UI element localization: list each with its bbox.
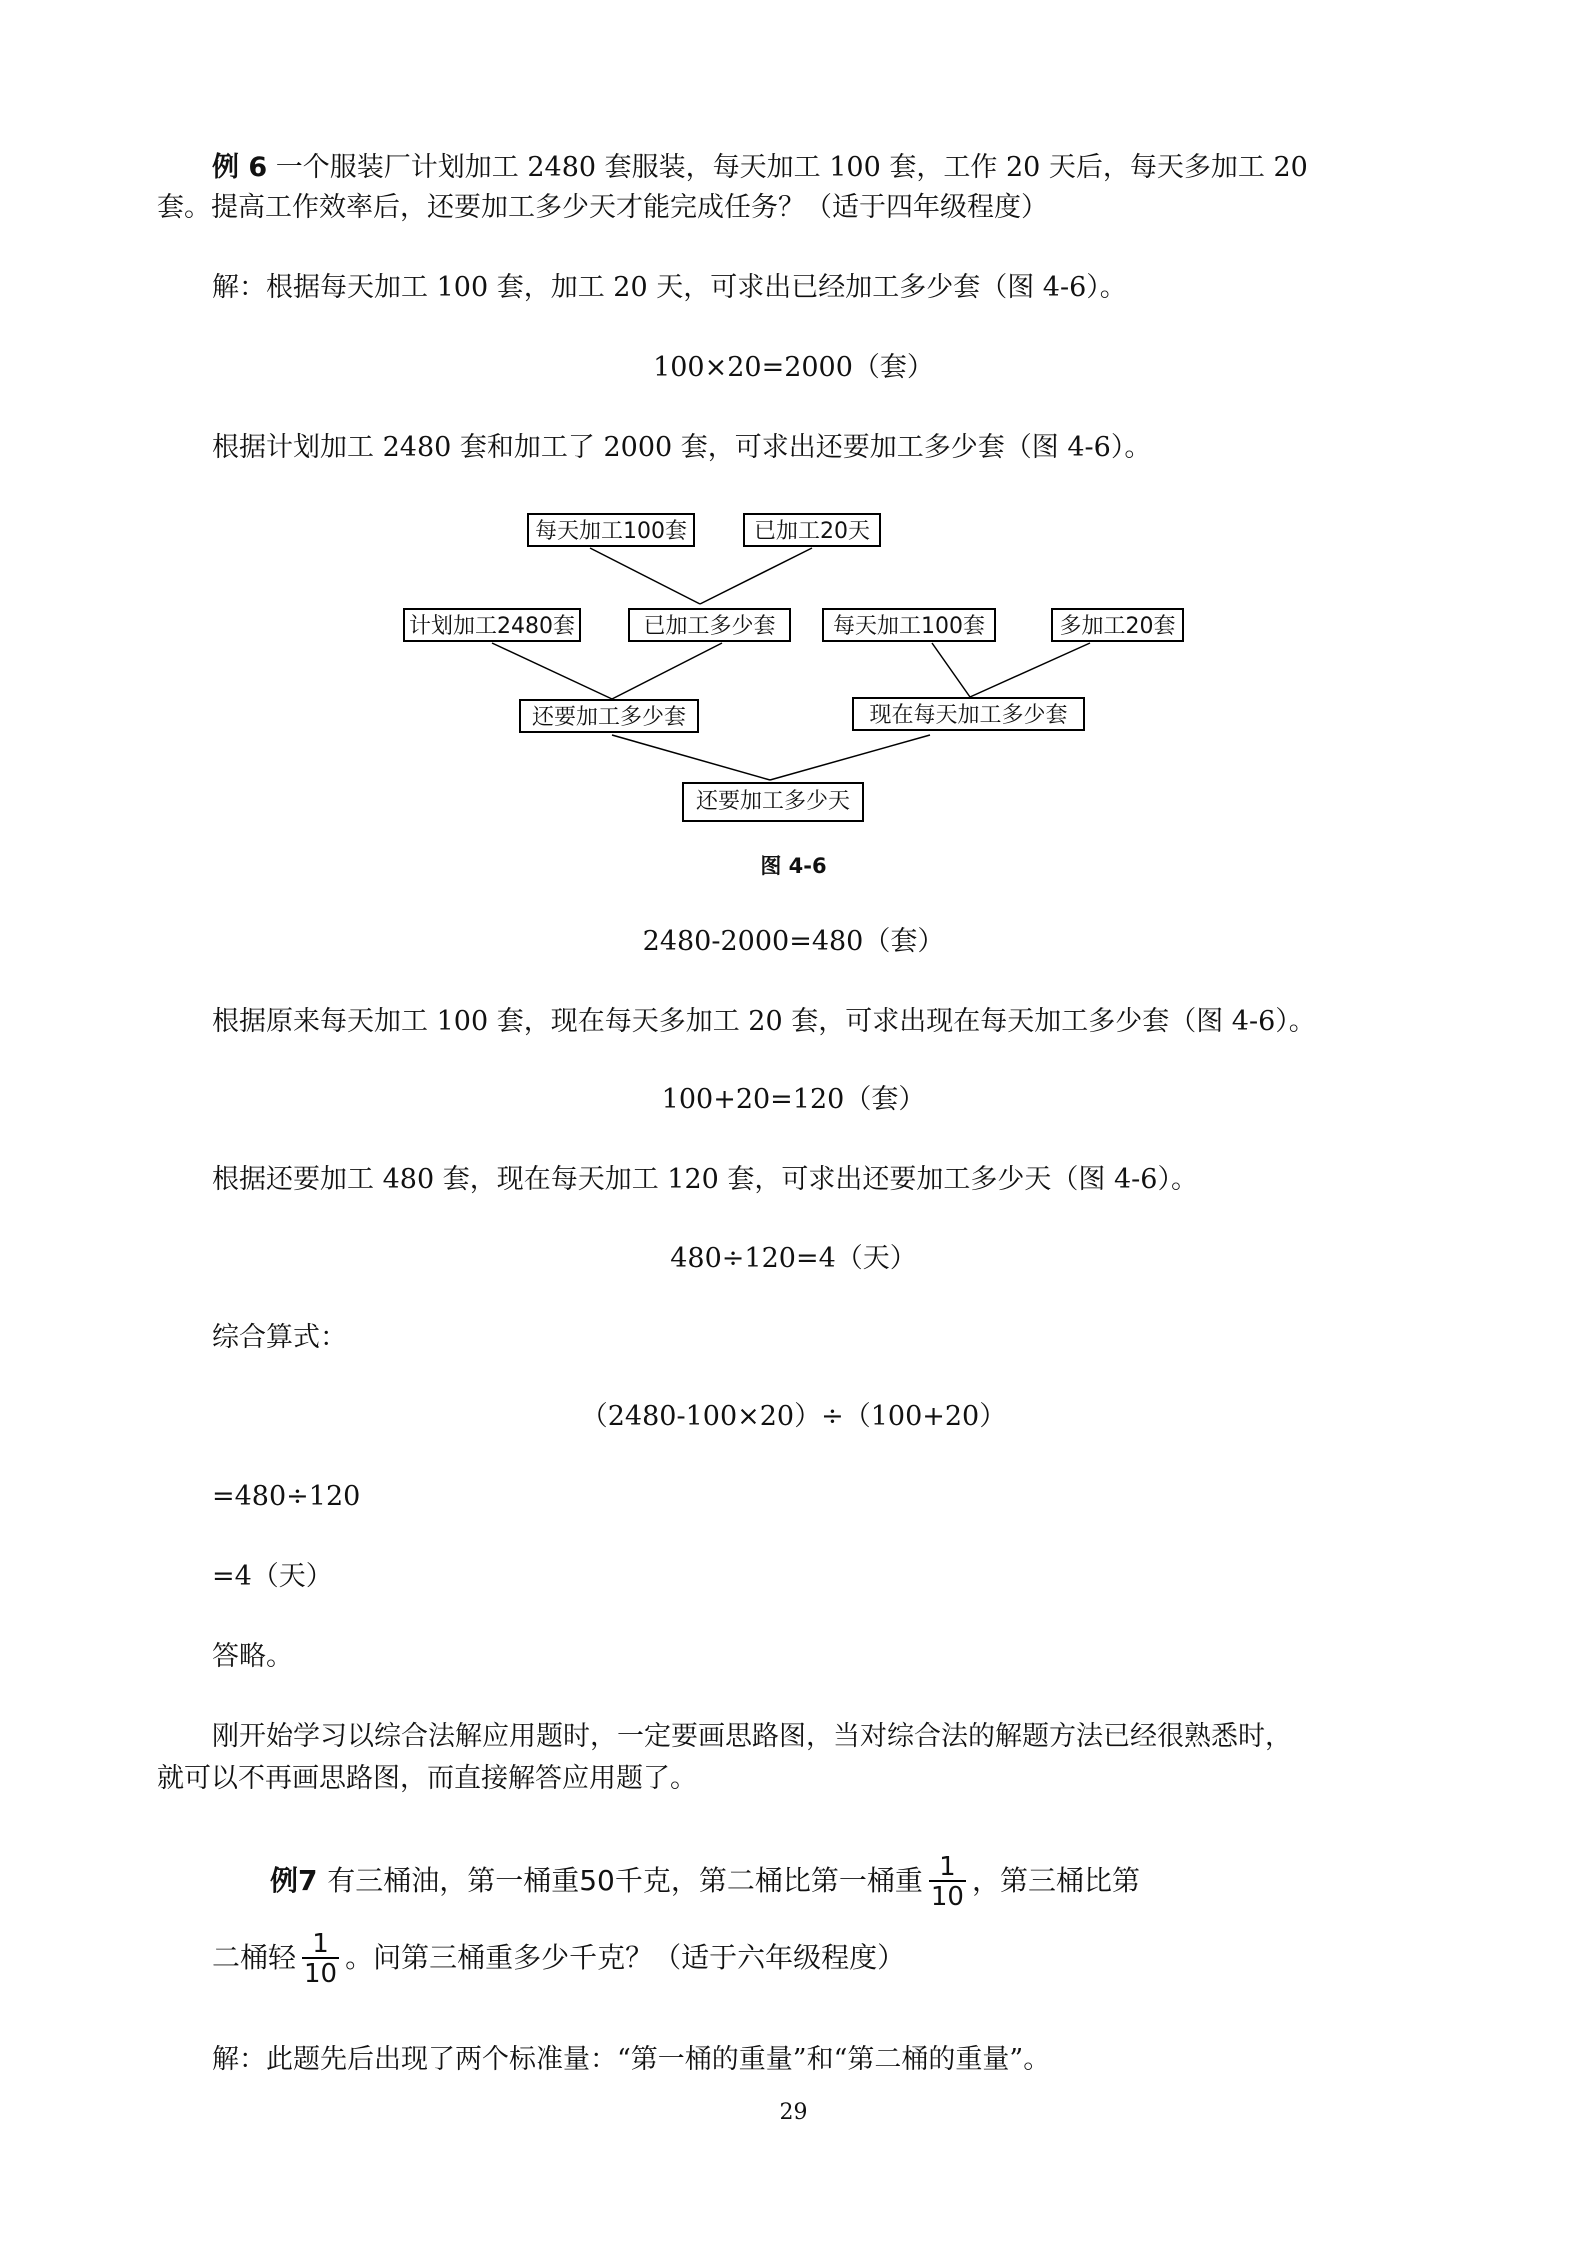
combined-step2: =480÷120: [212, 1481, 361, 1512]
node-done-how-many: 已加工多少套: [628, 608, 791, 642]
solution7-line: 解：此题先后出现了两个标准量：“第一桶的重量”和“第二桶的重量”。: [212, 2044, 1051, 2075]
combined-step3: =4（天）: [212, 1561, 333, 1592]
example7-text2a: 二桶轻: [212, 1941, 297, 1974]
fraction-one-tenth-2: [302, 1931, 339, 1987]
equation-2: 2480-2000=480（套）: [642, 926, 945, 957]
fraction-numerator: 1: [939, 1852, 956, 1882]
diagram-caption: 图 4-6: [760, 854, 827, 878]
example7-line1: [270, 1848, 1140, 1914]
fraction-numerator-2: 1: [312, 1929, 329, 1959]
node-daily-100-b: 每天加工100套: [822, 608, 996, 642]
node-remaining-sets: 还要加工多少套: [519, 699, 699, 733]
example7-line2: [212, 1925, 905, 1991]
page-number: 29: [779, 2100, 808, 2125]
answer-note: 答略。: [212, 1641, 293, 1672]
fraction-denominator-2: 10: [304, 1959, 338, 1989]
combined-label: 综合算式：: [212, 1322, 347, 1353]
example6-text1: 一个服装厂计划加工 2480 套服装，每天加工 100 套，工作 20 天后，每天多加工 20: [275, 152, 1308, 183]
example7-text1: 有三桶油，第一桶重50千克，第二桶比第一桶重: [327, 1864, 923, 1897]
example6-line2: 套。提高工作效率后，还要加工多少天才能完成任务？（适于四年级程度）: [157, 192, 1048, 223]
fraction-one-tenth: [929, 1854, 966, 1910]
fraction-denominator: 10: [930, 1882, 964, 1912]
solution-step2: 根据计划加工 2480 套和加工了 2000 套，可求出还要加工多少套（图 4-6）。: [212, 432, 1152, 463]
example7-text2b: 。问第三桶重多少千克？（适于六年级程度）: [345, 1941, 906, 1974]
thinking-diagram-lines: [0, 0, 1587, 900]
node-daily-100: 每天加工100套: [527, 513, 695, 547]
node-remaining-days: 还要加工多少天: [682, 782, 864, 822]
solution-step4: 根据还要加工 480 套，现在每天加工 120 套，可求出还要加工多少天（图 4-6）。: [212, 1164, 1198, 1195]
node-more-20: 多加工20套: [1051, 608, 1184, 642]
equation-1: 100×20=2000（套）: [653, 352, 934, 383]
note-line1: 刚开始学习以综合法解应用题时，一定要画思路图，当对综合法的解题方法已经很熟悉时，: [212, 1721, 1292, 1752]
node-now-daily: 现在每天加工多少套: [852, 697, 1085, 731]
equation-4: 480÷120=4（天）: [670, 1243, 917, 1274]
example7-label: 例7: [270, 1864, 318, 1897]
node-done-20-days: 已加工20天: [743, 513, 881, 547]
solution-step3: 根据原来每天加工 100 套，现在每天多加工 20 套，可求出现在每天加工多少套（图 4-6）。: [212, 1006, 1316, 1037]
example6-label: 例 6: [212, 152, 268, 183]
combined-formula: （2480-100×20）÷（100+20）: [580, 1401, 1007, 1432]
node-plan-2480: 计划加工2480套: [403, 608, 581, 642]
example7-text1b: ，第三桶比第: [971, 1864, 1140, 1897]
equation-3: 100+20=120（套）: [661, 1084, 926, 1115]
note-line2: 就可以不再画思路图，而直接解答应用题了。: [157, 1763, 697, 1794]
solution-step1: 解：根据每天加工 100 套，加工 20 天，可求出已经加工多少套（图 4-6）。: [212, 272, 1127, 303]
